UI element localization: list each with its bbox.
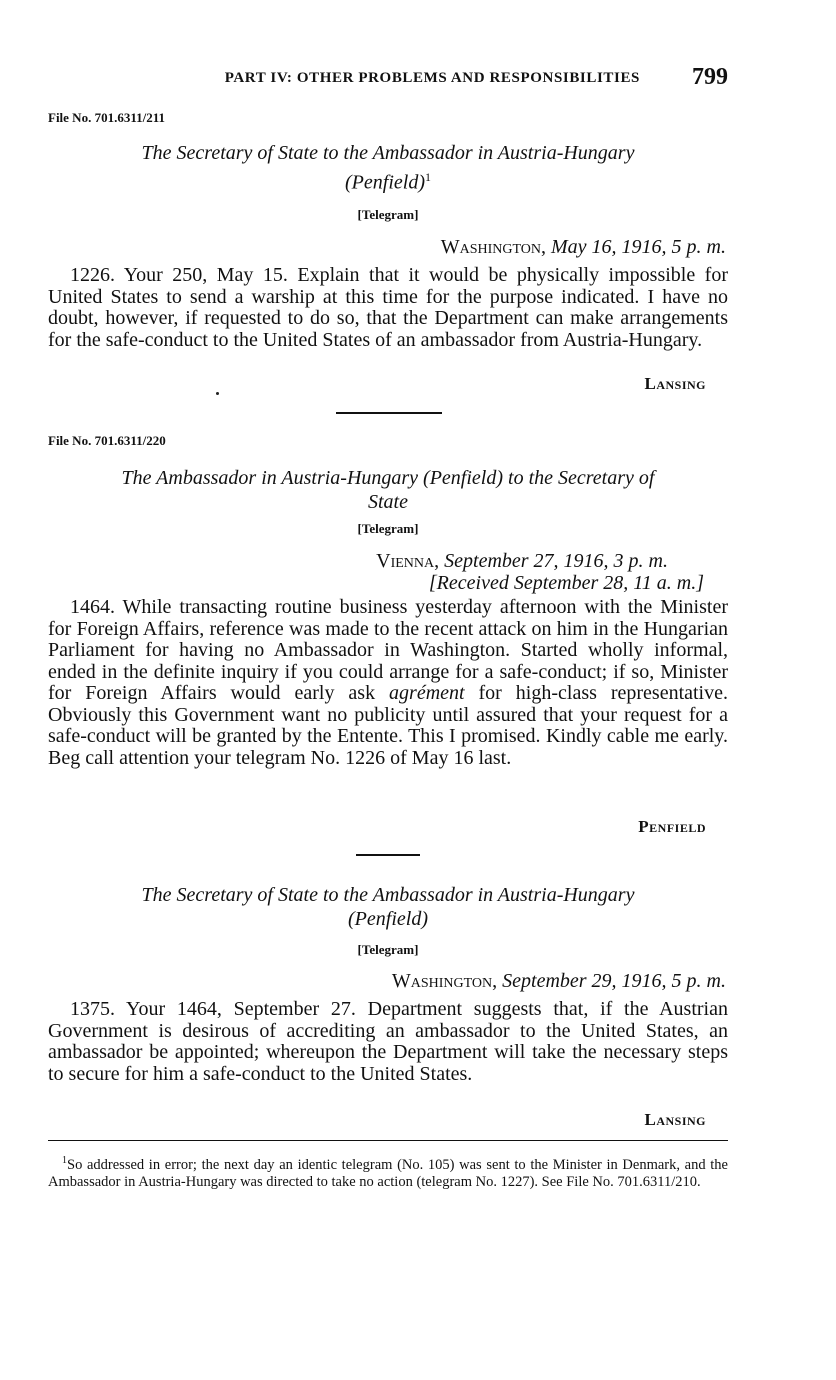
dateline-place: Washington — [440, 236, 542, 258]
telegram-body: 1375. Your 1464, September 27. Department suggests that, if the Austrian Government is desirous of accrediting an ambassador to the United States, an ambassador be appointed; whereupon the Department will take the necessary steps to secure for him a safe-conduct to the United States. — [48, 998, 728, 1085]
title-line: (Penfield) — [345, 171, 425, 194]
telegram-label: [Telegram] — [357, 521, 419, 536]
dateline: Washington, September 29, 1916, 5 p. m. — [391, 970, 726, 992]
dateline-date: September 29, 1916, 5 p. m. — [502, 970, 726, 992]
document-title — [48, 466, 728, 514]
dateline: Washington, May 16, 1916, 5 p. m. — [440, 236, 726, 258]
print-speck — [216, 392, 219, 395]
title-line: (Penfield) — [348, 908, 428, 930]
page-header — [48, 64, 728, 94]
signature: Penfield — [638, 817, 706, 836]
title-line: The Secretary of State to the Ambassador in Austria-Hungary — [141, 884, 635, 906]
document-title — [48, 141, 728, 195]
signature: Lansing — [644, 374, 706, 393]
body-italic-term: agrément — [389, 682, 465, 704]
body-text: 1464. While transacting routine business yesterday afternoon with the Minister for Foreign Affairs, reference was made to the recent attack on him in the Hungarian Parliament for having no Ambassador in Washington. Started wholly informal, ended in the definite inquiry if you could arrange for a safe-conduct; if so, Minister for Foreign Affairs would early ask — [48, 596, 728, 704]
dateline: Vienna, September 27, 1916, 3 p. m. — [376, 550, 668, 572]
footnote — [48, 1152, 728, 1191]
footnote-text: So addressed in error; the next day an identic telegram (No. 105) was sent to the Minister in Denmark, and the Ambassador in Austria-Hungary was directed to take no action (telegram No. 1227). See File No. 701.6311/210. — [48, 1156, 728, 1190]
footnote-marker: 1 — [62, 1155, 67, 1166]
section-divider — [336, 412, 442, 414]
body-text: for high-class representative. Obviously this Government want no publicity until assured that your request for a safe-conduct will be granted by the Entente. This I promised. Kindly cable me early. Beg call attention your telegram No. 1226 of May 16 last. — [48, 682, 728, 769]
footnote-marker: 1 — [424, 170, 431, 184]
document-title — [48, 883, 728, 931]
footnote-rule — [48, 1140, 728, 1141]
telegram-body: 1226. Your 250, May 15. Explain that it would be physically impossible for United States to send a warship at this time for the purpose indicated. I have no doubt, however, if requested to do so, that the Department can make arrangements for the safe-conduct to the United States of an ambassador from Austria-Hungary. — [48, 264, 728, 351]
dateline-place: Washington — [391, 970, 493, 992]
section-divider — [356, 854, 420, 856]
dateline-date: May 16, 1916, 5 p. m. — [551, 236, 726, 258]
title-line: State — [368, 491, 408, 513]
dateline-date: September 27, 1916, 3 p. m. — [444, 550, 668, 572]
received-note: [Received September 28, 11 a. m.] — [428, 572, 704, 594]
telegram-body — [48, 597, 728, 769]
file-number: File No. 701.6311/211 — [48, 110, 165, 125]
file-number: File No. 701.6311/220 — [48, 433, 166, 448]
page-number: 799 — [692, 64, 728, 90]
title-line: The Ambassador in Austria-Hungary (Penfield) to the Secretary of — [121, 467, 655, 489]
signature: Lansing — [644, 1110, 706, 1129]
telegram-label: [Telegram] — [357, 942, 419, 957]
title-line: The Secretary of State to the Ambassador in Austria-Hungary — [141, 142, 635, 164]
running-title: PART IV: OTHER PROBLEMS AND RESPONSIBILITIES — [224, 70, 640, 86]
telegram-label: [Telegram] — [357, 207, 419, 222]
dateline-place: Vienna — [376, 550, 435, 572]
